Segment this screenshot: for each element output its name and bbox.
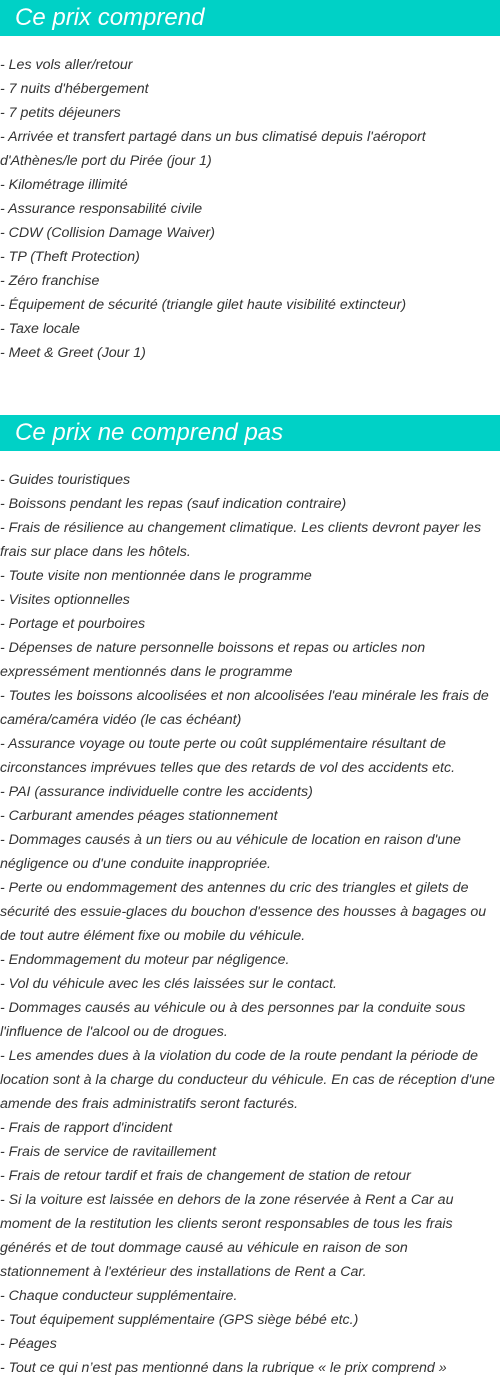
excludes-item: - Visites optionnelles	[0, 592, 130, 608]
includes-item: - CDW (Collision Damage Waiver)	[0, 225, 215, 241]
includes-item: - 7 petits déjeuners	[0, 105, 121, 121]
includes-item: - Assurance responsabilité civile	[0, 201, 203, 217]
excludes-item: - Carburant amendes péages stationnement	[0, 808, 278, 824]
includes-item: - TP (Theft Protection)	[0, 249, 140, 265]
excludes-section-title: Ce prix ne comprend pas	[0, 415, 500, 451]
excludes-item: - Péages	[0, 1336, 57, 1352]
excludes-list	[0, 468, 500, 1380]
excludes-item: - Tout ce qui n’est pas mentionné dans la rubrique « le prix comprend »	[0, 1360, 447, 1376]
includes-item: - Arrivée et transfert partagé dans un bus climatisé depuis l'aéroport d'Athènes/le port du Pirée (jour 1)	[0, 129, 426, 169]
excludes-item: - Toutes les boissons alcoolisées et non alcoolisées l'eau minérale les frais de caméra/caméra vidéo (le cas échéant)	[0, 688, 489, 728]
excludes-item: - Toute visite non mentionnée dans le programme	[0, 568, 312, 584]
excludes-item: - Portage et pourboires	[0, 616, 146, 632]
excludes-item: - Frais de résilience au changement climatique. Les clients devront payer les frais sur place dans les hôtels.	[0, 520, 482, 560]
excludes-item: - PAI (assurance individuelle contre les accidents)	[0, 784, 313, 800]
excludes-item: - Frais de retour tardif et frais de changement de station de retour	[0, 1168, 411, 1184]
excludes-item: - Guides touristiques	[0, 472, 131, 488]
excludes-item: - Endommagement du moteur par négligence.	[0, 952, 290, 968]
includes-item: - Les vols aller/retour	[0, 57, 133, 73]
excludes-item: - Frais de service de ravitaillement	[0, 1144, 217, 1160]
excludes-item: - Perte ou endommagement des antennes du cric des triangles et gilets de sécurité des essuie-glaces du bouchon d'essence des housses à bagages ou de tout autre élément fixe ou mobile du véhicule.	[0, 880, 487, 944]
excludes-item: - Dommages causés au véhicule ou à des personnes par la conduite sous l'influence de l'alcool ou de drogues.	[0, 1000, 466, 1040]
excludes-item: - Tout équipement supplémentaire (GPS siège bébé etc.)	[0, 1312, 359, 1328]
includes-item: - Équipement de sécurité (triangle gilet haute visibilité extincteur)	[0, 297, 407, 313]
includes-list	[0, 53, 500, 365]
includes-item: - Meet & Greet (Jour 1)	[0, 345, 146, 361]
includes-item: - Kilométrage illimité	[0, 177, 128, 193]
excludes-item: - Assurance voyage ou toute perte ou coût supplémentaire résultant de circonstances imprévues telles que des retards de vol des accidents etc.	[0, 736, 456, 776]
includes-section-title: Ce prix comprend	[0, 0, 500, 36]
excludes-item: - Dépenses de nature personnelle boissons et repas ou articles non expressément mentionnés dans le programme	[0, 640, 426, 680]
excludes-item: - Les amendes dues à la violation du code de la route pendant la période de location sont à la charge du conducteur du véhicule. En cas de réception d'une amende des frais administratifs seront facturés.	[0, 1048, 495, 1112]
excludes-item: - Chaque conducteur supplémentaire.	[0, 1288, 238, 1304]
excludes-item: - Frais de rapport d'incident	[0, 1120, 173, 1136]
excludes-item: - Si la voiture est laissée en dehors de la zone réservée à Rent a Car au moment de la restitution les clients seront responsables de tous les frais générés et de tout dommage causé au véhicule en raison de son stationnement à l'extérieur des installations de Rent a Car.	[0, 1192, 454, 1280]
includes-item: - Zéro franchise	[0, 273, 100, 289]
excludes-item: - Dommages causés à un tiers ou au véhicule de location en raison d'une négligence ou d'une conduite inappropriée.	[0, 832, 461, 872]
excludes-item: - Boissons pendant les repas (sauf indication contraire)	[0, 496, 347, 512]
includes-item: - Taxe locale	[0, 321, 80, 337]
excludes-item: - Vol du véhicule avec les clés laissées sur le contact.	[0, 976, 337, 992]
includes-item: - 7 nuits d'hébergement	[0, 81, 149, 97]
